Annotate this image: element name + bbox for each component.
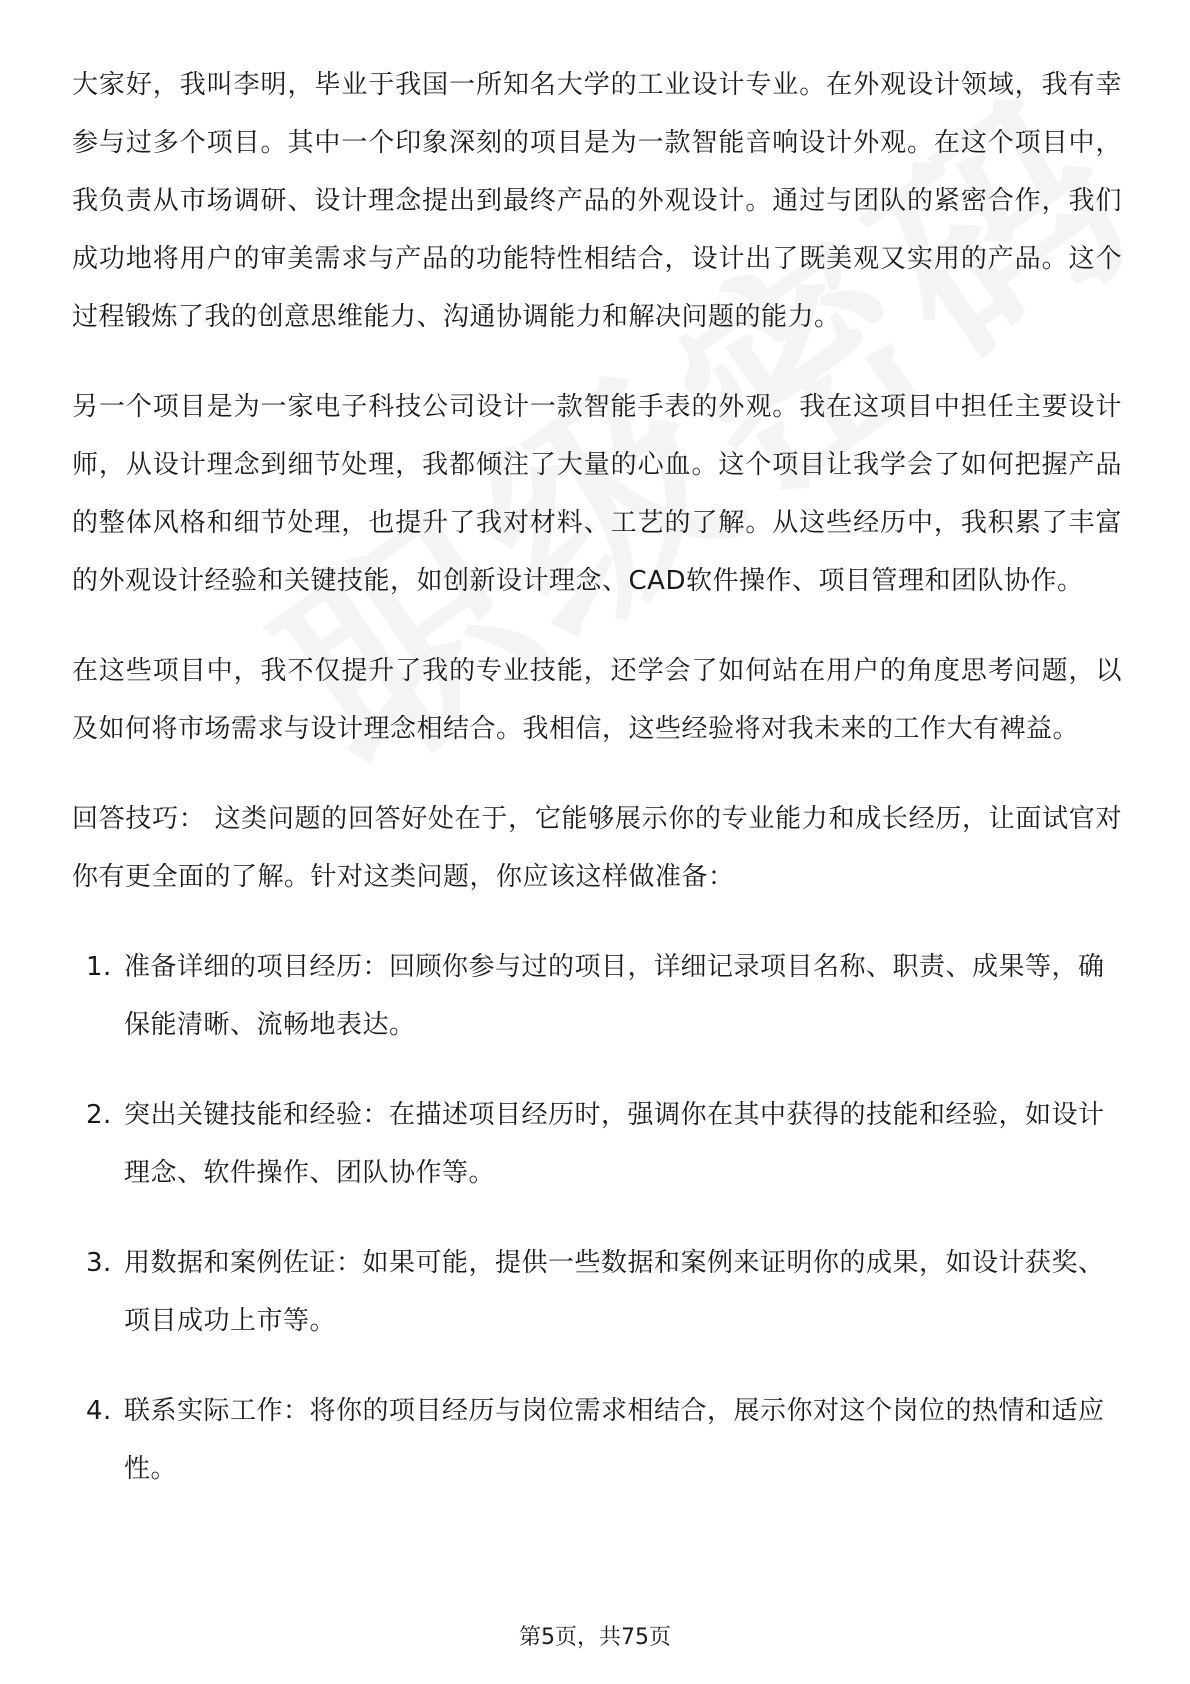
list-item-number: 3. — [86, 1248, 112, 1278]
paragraph-intro: 大家好，我叫李明，毕业于我国一所知名大学的工业设计专业。在外观设计领域，我有幸参与过多个项目。其中一个印象深刻的项目是为一款智能音响设计外观。在这个项目中，我负责从市场调研、设计理念提出到最终产品的外观设计。通过与团队的紧密合作，我们成功地将用户的审美需求与产品的功能特性相结合，设计出了既美观又实用的产品。这个过程锻炼了我的创意思维能力、沟通协调能力和解决问题的能力。 — [72, 70, 1122, 332]
tips-list — [72, 938, 1122, 1498]
list-item-number: 4. — [86, 1396, 112, 1426]
paragraph-project-2: 另一个项目是为一家电子科技公司设计一款智能手表的外观。我在这项目中担任主要设计师，从设计理念到细节处理，我都倾注了大量的心血。这个项目让我学会了如何把握产品的整体风格和细节处理，也提升了我对材料、工艺的了解。从这些经历中，我积累了丰富的外观设计经验和关键技能，如创新设计理念、CAD软件操作、项目管理和团队协作。 — [72, 392, 1122, 596]
list-item-text: 准备详细的项目经历：回顾你参与过的项目，详细记录项目名称、职责、成果等，确保能清晰、流畅地表达。 — [124, 952, 1105, 1040]
document-body — [72, 56, 1122, 1530]
list-item — [72, 1382, 1122, 1498]
list-item-number: 2. — [86, 1100, 112, 1130]
list-item-text: 联系实际工作：将你的项目经历与岗位需求相结合，展示你对这个岗位的热情和适应性。 — [124, 1396, 1105, 1484]
list-item — [72, 1234, 1122, 1350]
list-item — [72, 938, 1122, 1054]
page-footer: 第5页，共75页 — [519, 1625, 671, 1650]
list-item-number: 1. — [86, 952, 112, 982]
paragraph-summary: 在这些项目中，我不仅提升了我的专业技能，还学会了如何站在用户的角度思考问题，以及如何将市场需求与设计理念相结合。我相信，这些经验将对我未来的工作大有裨益。 — [72, 656, 1122, 744]
list-item-text: 用数据和案例佐证：如果可能，提供一些数据和案例来证明你的成果，如设计获奖、项目成功上市等。 — [124, 1248, 1105, 1336]
list-item — [72, 1086, 1122, 1202]
paragraph-answer-tips: 回答技巧： 这类问题的回答好处在于，它能够展示你的专业能力和成长经历，让面试官对你有更全面的了解。针对这类问题，你应该这样做准备： — [72, 804, 1122, 892]
list-item-text: 突出关键技能和经验：在描述项目经历时，强调你在其中获得的技能和经验，如设计理念、软件操作、团队协作等。 — [124, 1100, 1105, 1188]
